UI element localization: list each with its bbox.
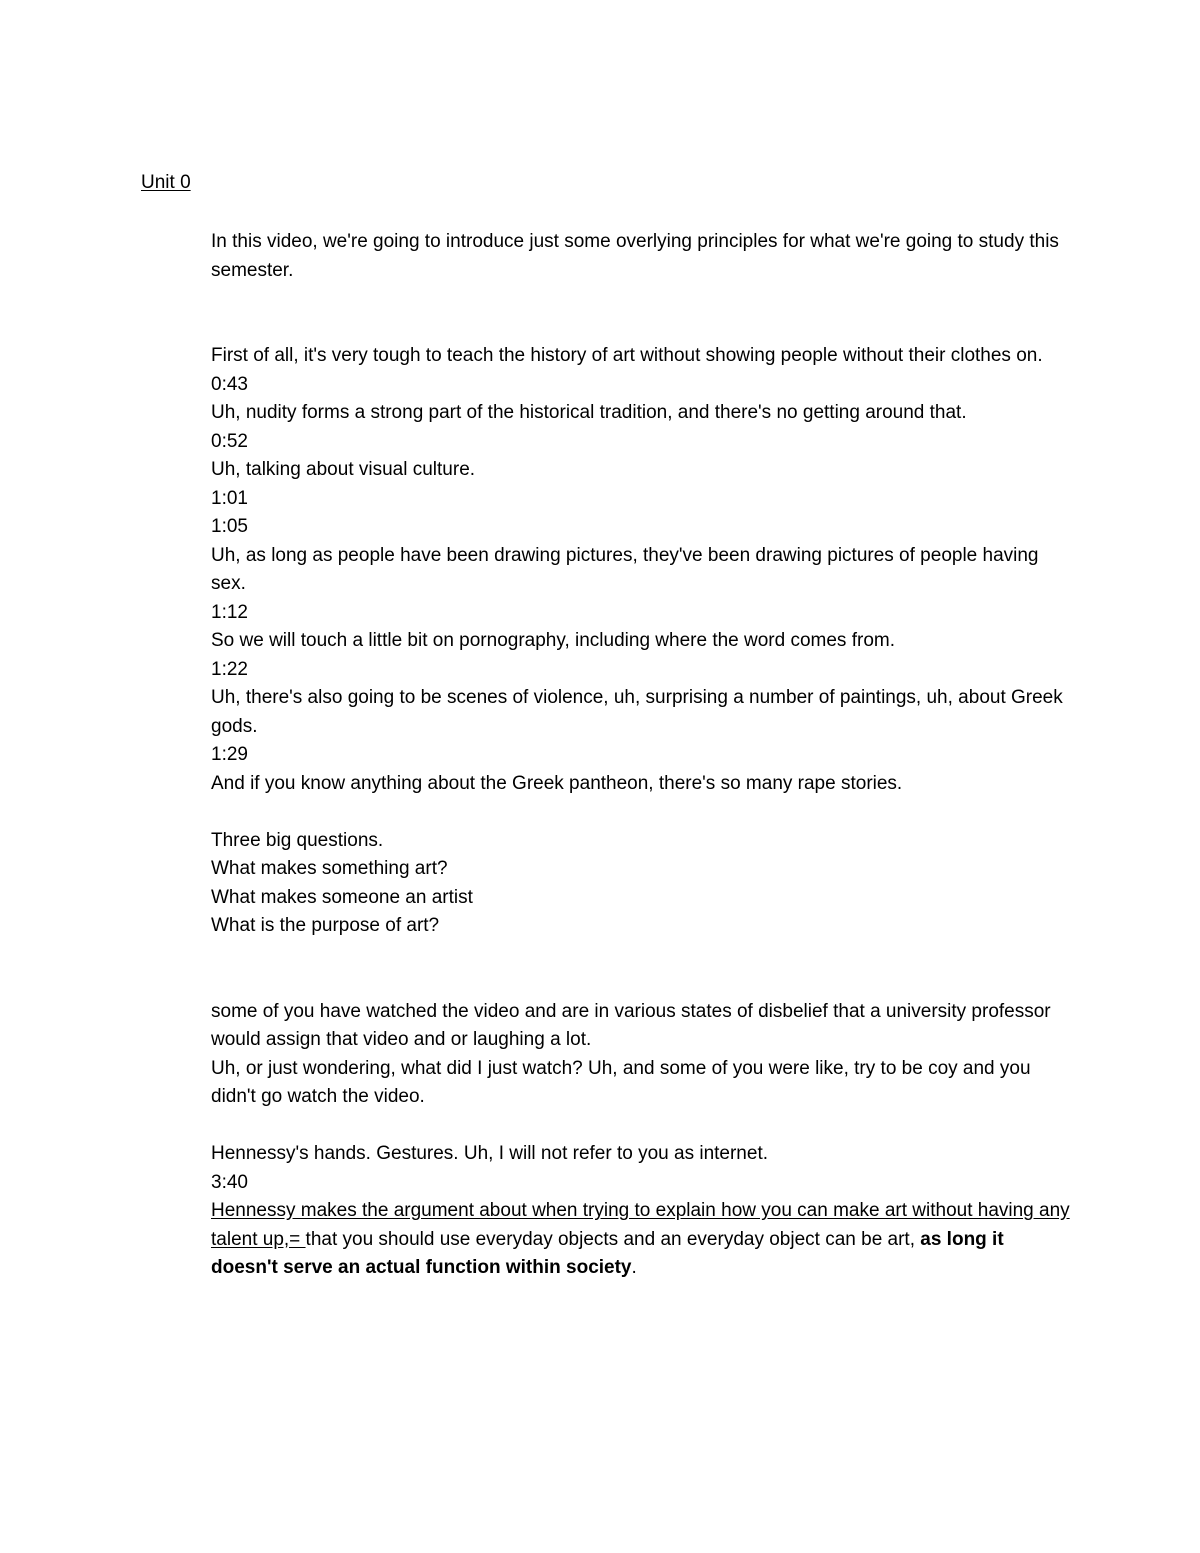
- timestamp: 0:52: [211, 430, 248, 452]
- argument-underlined-text: Hennessy makes the argument about when trying to explain how you can make art without having any talent up,=: [211, 1200, 1070, 1250]
- timestamp: 3:40: [211, 1171, 248, 1193]
- transcript-line: Uh, there's also going to be scenes of violence, uh, surprising a number of paintings, uh, about Greek gods.: [211, 687, 1063, 737]
- spacer: [211, 798, 1071, 827]
- video-note: Uh, or just wondering, what did I just watch? Uh, and some of you were like, try to be coy and you didn't go watch the video.: [211, 1057, 1031, 1107]
- questions-intro: Three big questions.: [211, 829, 384, 851]
- unit-heading: Unit 0: [141, 172, 191, 193]
- question-line: What is the purpose of art?: [211, 915, 440, 936]
- timestamp: 0:43: [211, 373, 248, 395]
- transcript-line: Uh, talking about visual culture.: [211, 459, 476, 480]
- intro-paragraph: In this video, we're going to introduce just some overlying principles for what we're going to study this semester.: [211, 231, 1059, 281]
- question-line: What makes something art?: [211, 858, 448, 879]
- timestamp: 1:12: [211, 601, 248, 623]
- spacer: [211, 285, 1071, 342]
- transcript-line: And if you know anything about the Greek pantheon, there's so many rape stories.: [211, 772, 903, 794]
- argument-plain-text: that you should use everyday objects and an everyday object can be art,: [305, 1228, 921, 1250]
- transcript-line: First of all, it's very tough to teach the history of art without showing people without their clothes on.: [211, 345, 1043, 366]
- argument-paragraph: [211, 1197, 1071, 1283]
- timestamp: 1:22: [211, 658, 248, 680]
- spacer: [211, 941, 1071, 998]
- argument-bold-text: as long it doesn't serve an actual function within society: [211, 1228, 1004, 1278]
- hennessy-line: Hennessy's hands. Gestures. Uh, I will not refer to you as internet.: [211, 1143, 769, 1164]
- transcript-line: Uh, as long as people have been drawing pictures, they've been drawing pictures of people having sex.: [211, 544, 1039, 594]
- transcript-line: Uh, nudity forms a strong part of the historical tradition, and there's no getting around that.: [211, 402, 967, 423]
- transcript-line: So we will touch a little bit on pornography, including where the word comes from.: [211, 630, 895, 651]
- question-line: What makes someone an artist: [211, 886, 473, 908]
- spacer: [211, 1112, 1071, 1141]
- timestamp: 1:05: [211, 516, 248, 537]
- timestamp: 1:01: [211, 487, 248, 509]
- argument-end: .: [631, 1257, 637, 1278]
- document-body: [211, 228, 1071, 1283]
- timestamp: 1:29: [211, 744, 248, 765]
- video-note: some of you have watched the video and are in various states of disbelief that a university professor would assign that video and or laughing a lot.: [211, 1000, 1051, 1050]
